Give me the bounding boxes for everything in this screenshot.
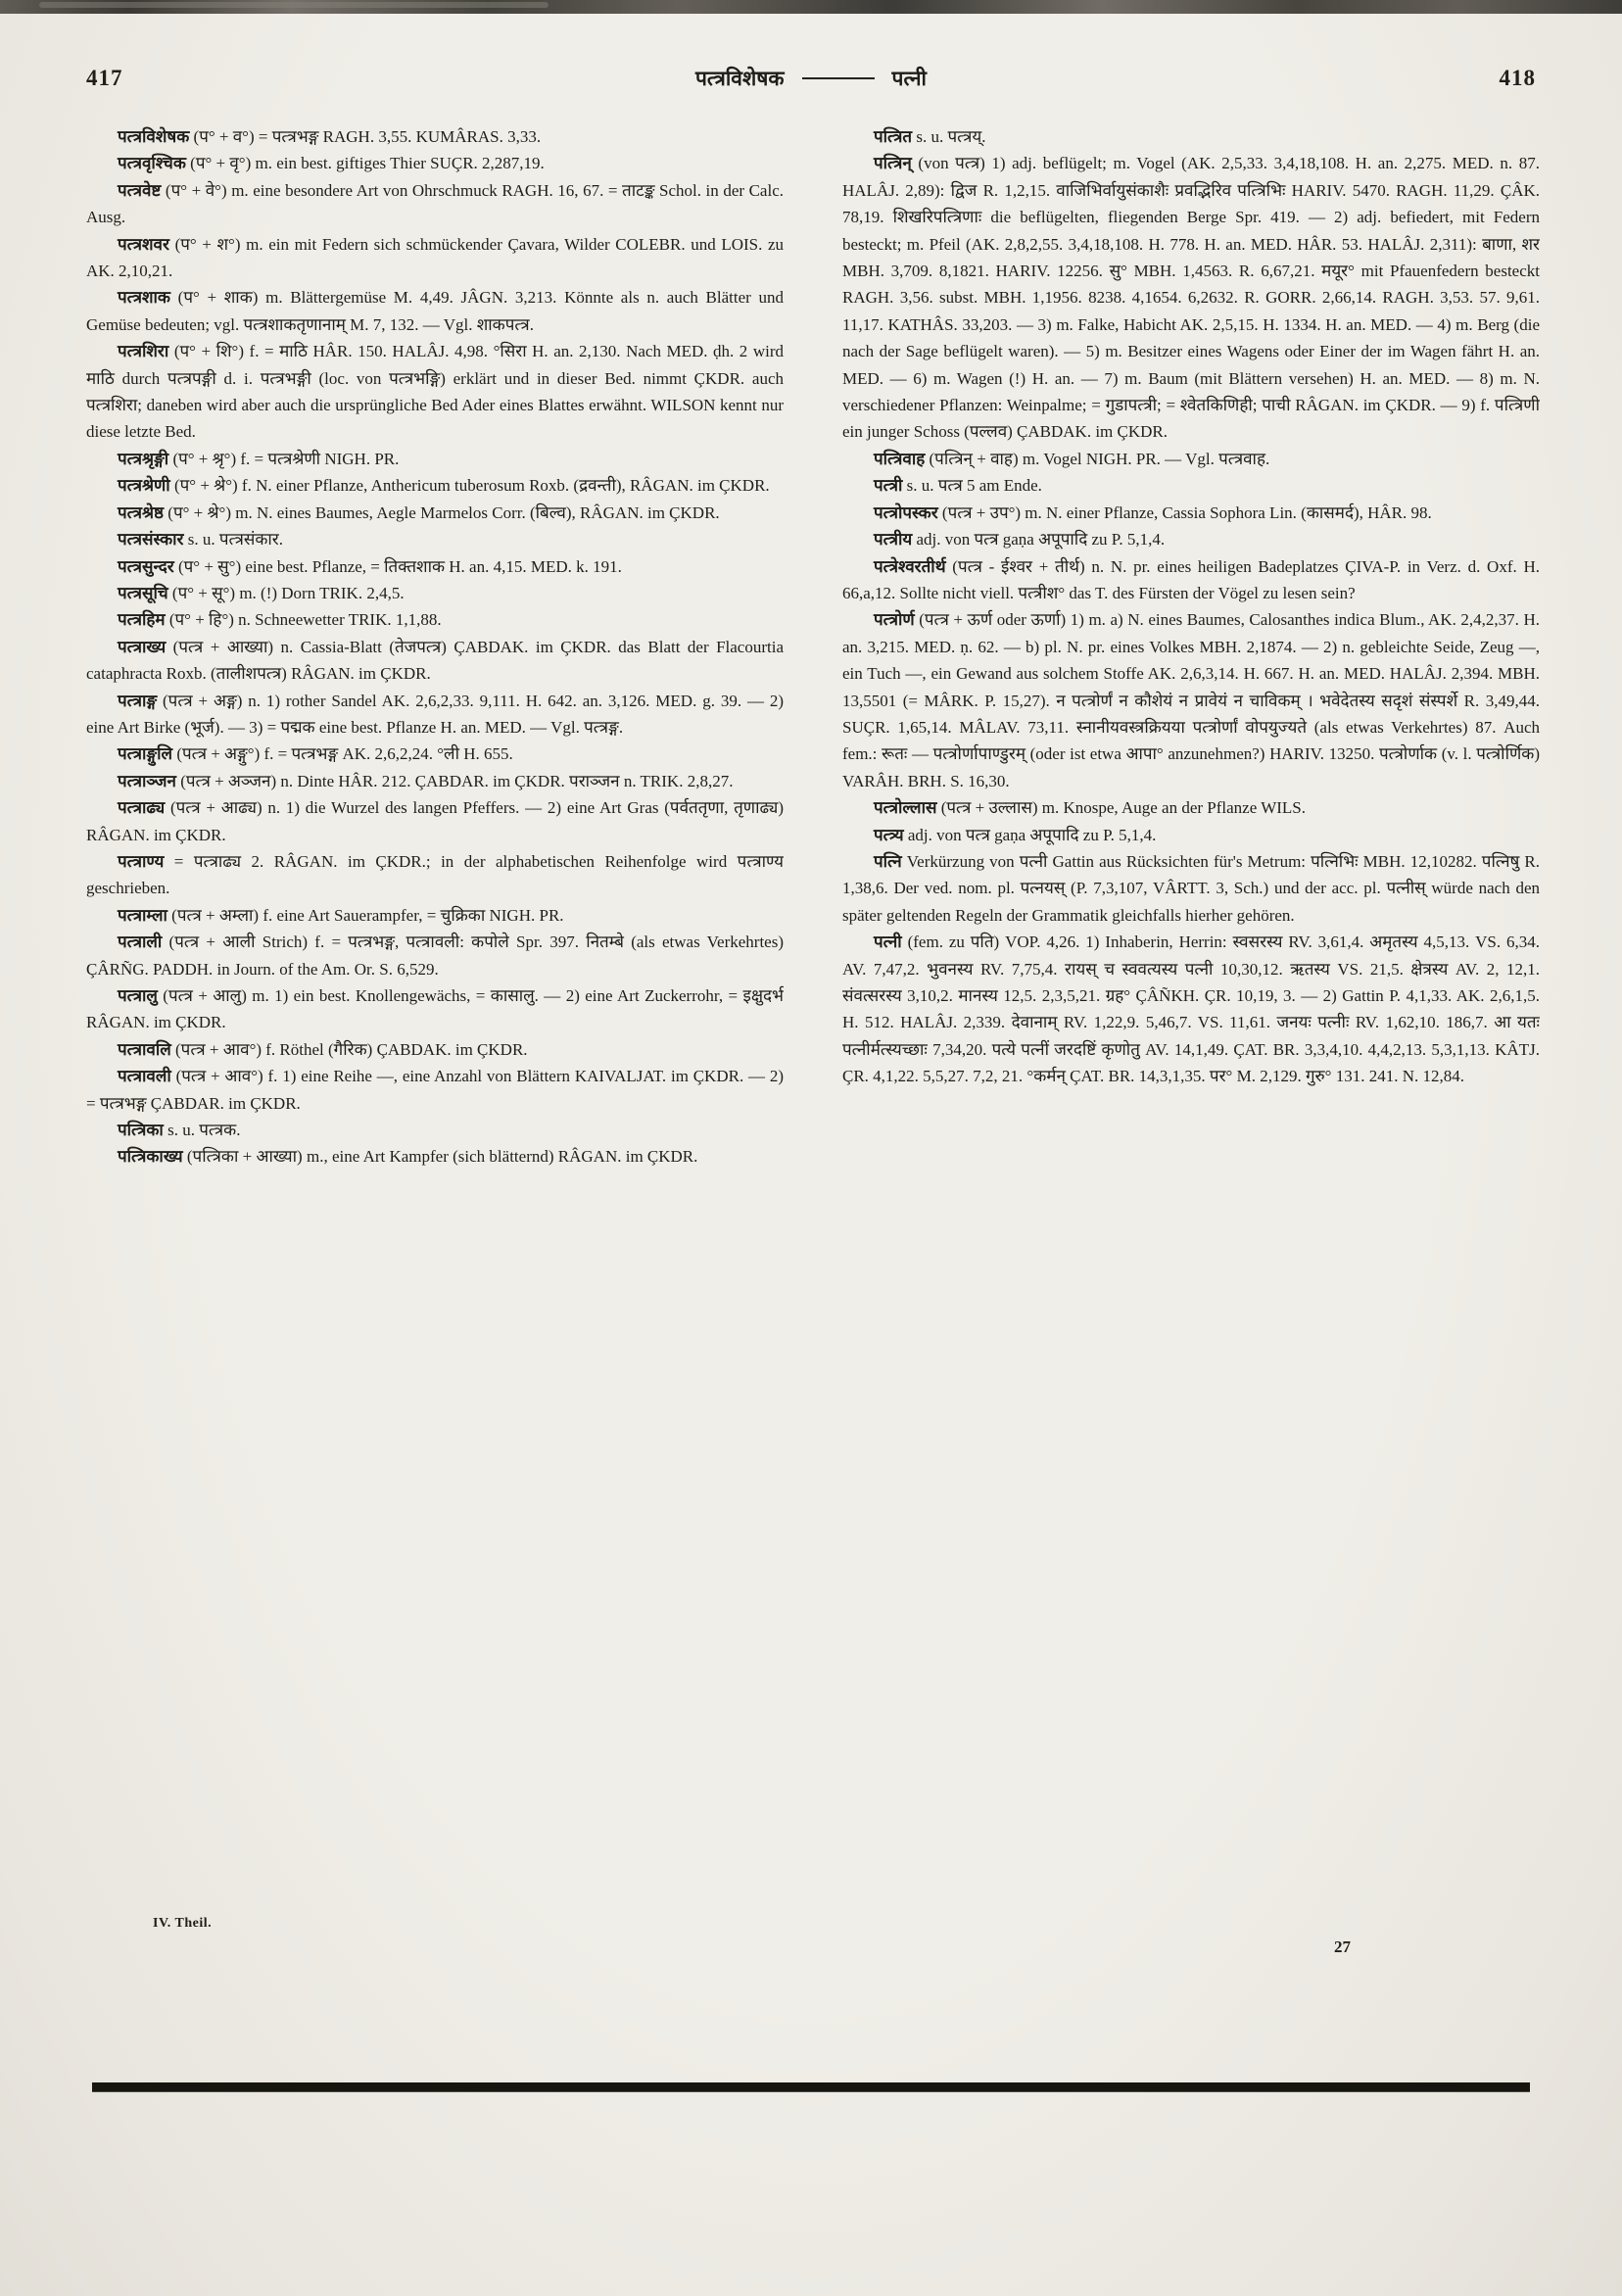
entry-headword: पत्त्रीय	[874, 530, 913, 550]
dictionary-entry: पत्त्रिकाख्य (पत्त्रिका + आख्या) m., eine Art Kampfer (sich blätternd) RÂGAN. im ÇKDR.	[118, 1147, 698, 1167]
dictionary-entry: पत्त्राङ्गुलि (पत्त्र + अङ्गु°) f. = पत्त्रभङ्ग AK. 2,6,2,24. °ली H. 655.	[118, 744, 513, 764]
dictionary-entry: पत्त्रावलि (पत्त्र + आव°) f. Röthel (गैरिक) ÇABDAK. im ÇKDR.	[118, 1039, 528, 1059]
left-page-number: 417	[86, 66, 123, 90]
entry-headword: पत्त्राङ्ग	[118, 691, 158, 710]
left-column	[86, 123, 784, 1922]
entry-headword: पत्त्रवृश्चिक	[118, 154, 186, 173]
scan-artifact-top-edge	[0, 0, 1622, 14]
dictionary-entry: पत्त्रेश्वरतीर्थ (पत्त्र - ईश्वर + तीर्थ) n. N. pr. eines heiligen Badeplatzes ÇIVA-P. in Verz. d. Oxf. H. 66,a,12. Sollte nicht viell. पत्त्रीश° das T. des Fürsten der Vögel zu lesen sein?	[842, 556, 1540, 602]
dictionary-entry: पत्त्रशाक (प° + शाक) m. Blättergemüse M. 4,49. JÂGN. 3,213. Könnte als n. auch Blätter und Gemüse bedeuten; vgl. पत्त्रशाकतृणानाम् M. 7, 132. — Vgl. शाकपत्त्र.	[86, 288, 784, 334]
entry-headword: पत्त्रेश्वरतीर्थ	[874, 556, 946, 576]
entry-headword: पत्त्रश्रेणी	[118, 476, 170, 496]
entry-headword: पत्त्रोल्लास	[874, 798, 937, 818]
entry-headword: पत्त्रवेष्ट	[118, 180, 162, 200]
dictionary-entry: पत्त्राङ्ग (पत्त्र + अङ्ग) n. 1) rother Sandel AK. 2,6,2,33. 9,111. H. 642. an. 3,126. MED. g. 39. — 2) eine Art Birke (भूर्ज). — 3) = पद्मक eine best. Pflanze H. an. MED. — Vgl. पत्त्रङ्ग.	[86, 691, 784, 737]
dictionary-entry: पत्त्रसूचि (प° + सू°) m. (!) Dorn TRIK. 2,4,5.	[118, 583, 405, 602]
dictionary-entry: पत्त्र्य adj. von पत्त्र gaṇa अपूपादि zu P. 5,1,4.	[874, 825, 1157, 844]
entry-headword: पत्त्रिकाख्य	[118, 1147, 183, 1167]
entry-headword: पत्त्रित	[874, 127, 913, 146]
dictionary-entry: पत्त्री s. u. पत्त्र 5 am Ende.	[874, 476, 1042, 496]
entry-headword: पत्त्रशिरा	[118, 342, 169, 361]
running-title	[695, 65, 927, 92]
dictionary-entry: पत्त्रिवाह (पत्त्रिन् + वाह) m. Vogel NIGH. PR. — Vgl. पत्त्रवाह.	[874, 449, 1270, 468]
dictionary-entry: पत्त्राण्य = पत्त्राढ्य 2. RÂGAN. im ÇKDR.; in der alphabetischen Reihenfolge wird पत्त्राण्य geschrieben.	[86, 851, 784, 898]
dictionary-entry: पत्त्रिका s. u. पत्त्रक.	[118, 1121, 241, 1140]
dictionary-entry: पत्त्राढ्य (पत्त्र + आढ्य) n. 1) die Wurzel des langen Pfeffers. — 2) eine Art Gras (पर्वततृणा, तृणाढ्य) RÂGAN. im ÇKDR.	[86, 798, 784, 844]
entry-headword: पत्त्राख्य	[118, 637, 167, 656]
dictionary-entry: पत्त्रावली (पत्त्र + आव°) f. 1) eine Reihe —, eine Anzahl von Blättern KAIVALJAT. im ÇKDR. — 2) = पत्त्रभङ्ग ÇABDAR. im ÇKDR.	[86, 1067, 784, 1113]
entry-headword: पत्नि	[874, 851, 902, 871]
right-column	[842, 123, 1540, 1922]
dictionary-entry: पत्त्रवृश्चिक (प° + वृ°) m. ein best. giftiges Thier SUÇR. 2,287,19.	[118, 154, 545, 173]
entry-headword: पत्त्राञ्जन	[118, 771, 176, 790]
entry-headword: पत्त्रोर्ण	[874, 610, 915, 630]
entry-headword: पत्त्रावली	[118, 1067, 171, 1086]
dictionary-entry: पत्त्राम्ला (पत्त्र + अम्ला) f. eine Art Sauerampfer, = चुक्रिका NIGH. PR.	[118, 905, 564, 925]
right-page-number: 418	[1499, 66, 1536, 90]
entry-headword: पत्नी	[874, 933, 902, 952]
entry-headword: पत्त्रविशेषक	[118, 127, 190, 146]
dictionary-entry: पत्त्राञ्जन (पत्त्र + अञ्जन) n. Dinte HÂR. 212. ÇABDAR. im ÇKDR. पराञ्जन n. TRIK. 2,8,27.	[118, 771, 734, 790]
dictionary-entry: पत्त्रशिरा (प° + शि°) f. = माठि HÂR. 150. HALÂJ. 4,98. °सिरा H. an. 2,130. Nach MED. ḍh. 2 wird माठि durch पत्त्रपङ्गी d. i. पत्त्रभङ्गी (loc. von पत्त्रभङ्गि) erklärt und in dieser Bed. nimmt ÇKDR. auch पत्त्रशिरा; daneben wird aber auch die ursprüngliche Bed Ader eines Blattes erwähnt. WILSON kennt nur diese letzte Bed.	[86, 342, 784, 442]
entry-headword: पत्त्रोपस्कर	[874, 502, 938, 522]
entry-headword: पत्त्राम्ला	[118, 905, 167, 925]
dictionary-entry: पत्त्रश्रेष्ठ (प° + श्रे°) m. N. eines Baumes, Aegle Marmelos Corr. (बिल्व), RÂGAN. im ÇKDR.	[118, 502, 720, 522]
dictionary-entry: पत्त्रसंस्कार s. u. पत्त्रसंकार.	[118, 530, 283, 550]
dictionary-entry: पत्त्रोपस्कर (पत्त्र + उप°) m. N. einer Pflanze, Cassia Sophora Lin. (कासमर्द), HÂR. 98.	[874, 502, 1432, 522]
dictionary-entry: पत्त्रोर्ण (पत्त्र + ऊर्ण oder ऊर्णा) 1) m. a) N. eines Baumes, Calosanthes indica Blum., AK. 2,4,2,37. H. an. 3,215. MED. ṇ. 62. — b) pl. N. pr. eines Volkes MBH. 2,1874. — 2) n. gebleichte Seide, Zeug —, ein Tuch —, ein Gewand aus solchem Stoffe AK. 2,6,3,14. H. 667. H. an. MED. HALÂJ. 2,394. MBH. 13,5501 (= MÂRK. P. 15,27). न पत्त्रोर्णं न कौशेयं न प्रावेयं न चाविकम् । भवेदेतस्य सदृशं संस्पर्शे R. 3,49,44. SUÇR. 1,65,14. MÂLAV. 73,11. स्नानीयवस्त्रक्रियया पत्त्रोर्णां वोपयुज्यते (als etwas Verkehrtes) 87. Auch fem.: रूतः — पत्त्रोर्णापाण्डुरम् (oder ist etwa आपा° anzunehmen?) HARIV. 13250. पत्त्रोर्णाक (v. l. पत्त्रोर्णिक) VARÂH. BRH. S. 16,30.	[842, 610, 1540, 790]
running-title-last-word: पत्नी	[891, 67, 927, 90]
entry-headword: पत्त्रश्रृङ्गी	[118, 449, 169, 468]
signature-mark: 27	[1334, 1937, 1351, 1956]
entry-headword: पत्त्रिवाह	[874, 449, 926, 468]
dictionary-entry: पत्त्रहिम (प° + हि°) n. Schneewetter TRIK. 1,1,88.	[118, 610, 442, 630]
dictionary-entry: पत्त्रित s. u. पत्त्रय्.	[874, 127, 986, 146]
dictionary-entry: पत्त्रसुन्दर (प° + सु°) eine best. Pflanze, = तिक्तशाक H. an. 4,15. MED. k. 191.	[118, 556, 622, 576]
dictionary-entry: पत्त्रालु (पत्त्र + आलु) m. 1) ein best. Knollengewächs, = कासालु. — 2) eine Art Zuckerrohr, = इक्षुदर्भ RÂGAN. im ÇKDR.	[86, 986, 784, 1032]
entry-headword: पत्त्र्य	[874, 825, 904, 844]
entry-headword: पत्त्राली	[118, 933, 163, 952]
dictionary-entry: पत्त्रवेष्ट (प° + वे°) m. eine besondere Art von Ohrschmuck RAGH. 16, 67. = ताटङ्क Schol. in der Calc. Ausg.	[86, 180, 784, 227]
page-header	[86, 65, 1536, 92]
dictionary-entry: पत्त्रोल्लास (पत्त्र + उल्लास) m. Knospe, Auge an der Pflanze WILS.	[874, 798, 1307, 818]
volume-footnote: IV. Theil.	[153, 1916, 213, 1931]
entry-headword: पत्त्रालु	[118, 986, 158, 1005]
entry-headword: पत्त्राङ्गुलि	[118, 744, 173, 764]
running-title-first-word: पत्त्रविशेषक	[695, 67, 785, 90]
dictionary-entry: पत्त्रश्रृङ्गी (प° + श्रृ°) f. = पत्त्रश्रेणी NIGH. PR.	[118, 449, 400, 468]
entry-headword: पत्त्राढ्य	[118, 798, 166, 818]
entry-headword: पत्त्रसूचि	[118, 583, 168, 602]
dictionary-entry: पत्त्राख्य (पत्त्र + आख्या) n. Cassia-Blatt (तेजपत्त्र) ÇABDAK. im ÇKDR. das Blatt der Flacourtia cataphracta Roxb. (तालीशपत्त्र) RÂGAN. im ÇKDR.	[86, 637, 784, 684]
dictionary-entry: पत्त्रश्रेणी (प° + श्रे°) f. N. einer Pflanze, Anthericum tuberosum Roxb. (द्रवन्ती), RÂGAN. im ÇKDR.	[118, 476, 770, 496]
entry-headword: पत्त्रिका	[118, 1121, 164, 1140]
text-columns	[86, 123, 1540, 1922]
entry-headword: पत्त्रसुन्दर	[118, 556, 174, 576]
entry-headword: पत्त्रशवर	[118, 234, 169, 254]
dictionary-entry: पत्त्राली (पत्त्र + आली Strich) f. = पत्त्रभङ्ग, पत्त्रावली: कपोले Spr. 397. नितम्बे (als etwas Verkehrtes) ÇÂRÑG. PADDH. in Journ. of the Am. Or. S. 6,529.	[86, 933, 784, 979]
entry-headword: पत्त्राण्य	[118, 851, 165, 871]
scan-artifact-smudge	[39, 2, 549, 8]
entry-headword: पत्त्रहिम	[118, 610, 166, 630]
dictionary-entry: पत्त्रिन् (von पत्त्र) 1) adj. beflügelt; m. Vogel (AK. 2,5,33. 3,4,18,108. H. an. 2,275. MED. n. 87. HALÂJ. 2,89): द्विज R. 1,2,15. वाजिभिर्वायुसंकाशैः प्रवद्भिरिव पत्त्रिभिः HARIV. 5470. RAGH. 11,29. ÇÂK. 78,19. शिखरिपत्त्रिणाः die beflügelten, fliegenden Berge Spr. 419. — 2) adj. befiedert, mit Federn besteckt; m. Pfeil (AK. 2,8,2,55. 3,4,18,108. H. 778. H. an. MED. HÂR. 53. HALÂJ. 2,311): बाणा, शर MBH. 3,709. 8,1821. HARIV. 12256. सु° MBH. 1,4563. R. 6,67,21. मयूर° mit Pfauenfedern besteckt RAGH. 3,56. subst. MBH. 1,1956. 8238. 4,1654. 6,2632. R. GORR. 2,66,14. RAGH. 3,53. 57. 9,61. 11,17. KATHÂS. 33,203. — 3) m. Falke, Habicht AK. 2,5,15. H. 1334. H. an. MED. — 4) m. Berg (die nach der Sage beflügelt waren). — 5) m. Besitzer eines Wagens oder Einer der im Wagen fährt H. an. MED. — 6) m. Wagen (!) H. an. — 7) m. Baum (mit Blättern versehen) H. an. MED. — 8) m. N. verschiedener Pflanzen: Weinpalme; = गुडापत्त्री; = श्वेतकिणिही; पाची RÂGAN. im ÇKDR. — 9) f. पत्त्रिणी ein junger Schoss (पल्लव) ÇABDAK. im ÇKDR.	[842, 154, 1540, 442]
dictionary-entry: पत्नी (fem. zu पति) VOP. 4,26. 1) Inhaberin, Herrin: स्वसरस्य RV. 3,61,4. अमृतस्य 4,5,13. VS. 6,34. AV. 7,47,2. भुवनस्य RV. 7,75,4. रायस् च स्ववत्यस्य पत्नी 10,30,12. ऋतस्य VS. 21,5. क्षेत्रस्य AV. 2, 12,1. संवत्सरस्य 3,10,2. मानस्य 12,5. 2,3,5,21. ग्रह° ÇÂÑKH. ÇR. 10,19, 3. — 2) Gattin P. 4,1,33. AK. 2,6,1,5. H. 512. HALÂJ. 2,339. देवानाम् RV. 1,22,9. 5,46,7. VS. 11,61. जनयः पत्नीः RV. 1,62,10. 186,7. आ यतः पत्नीर्मत्स्यच्छाः 7,34,20. पत्ये पत्नीं जरदष्टिं कृणोतु AV. 14,1,49. ÇAT. BR. 3,3,4,10. 4,4,2,13. 5,3,1,13. KÂTJ. ÇR. 4,1,22. 5,5,27. 7,2, 21. °कर्मन् ÇAT. BR. 14,3,1,35. पर° M. 2,129. गुरु° 131. 241. N. 12,84.	[842, 933, 1540, 1086]
dictionary-entry: पत्नि Verkürzung von पत्नी Gattin aus Rücksichten für's Metrum: पत्निभिः MBH. 12,10282. पत्निषु R. 1,38,6. Der ved. nom. pl. पत्नयस् (P. 7,3,107, VÂRTT. 3, Sch.) und der acc. pl. पत्नीस् würde nach den später geltenden Regeln der Grammatik gleichfalls hierher gehören.	[842, 851, 1540, 925]
entry-headword: पत्त्रश्रेष्ठ	[118, 502, 165, 522]
dictionary-entry: पत्त्रविशेषक (प° + व°) = पत्त्रभङ्ग RAGH. 3,55. KUMÂRAS. 3,33.	[118, 127, 542, 146]
entry-headword: पत्त्री	[874, 476, 903, 496]
dictionary-entry: पत्त्रशवर (प° + श°) m. ein mit Federn sich schmückender Çavara, Wilder COLEBR. und LOIS. zu AK. 2,10,21.	[86, 234, 784, 281]
bottom-rule-line	[92, 2082, 1530, 2091]
entry-headword: पत्त्रिन्	[874, 154, 912, 173]
entry-headword: पत्त्रशाक	[118, 288, 170, 308]
entry-headword: पत्त्रावलि	[118, 1039, 171, 1059]
title-divider-line	[802, 77, 875, 79]
entry-headword: पत्त्रसंस्कार	[118, 530, 184, 550]
dictionary-entry: पत्त्रीय adj. von पत्त्र gaṇa अपूपादि zu P. 5,1,4.	[874, 530, 1166, 550]
